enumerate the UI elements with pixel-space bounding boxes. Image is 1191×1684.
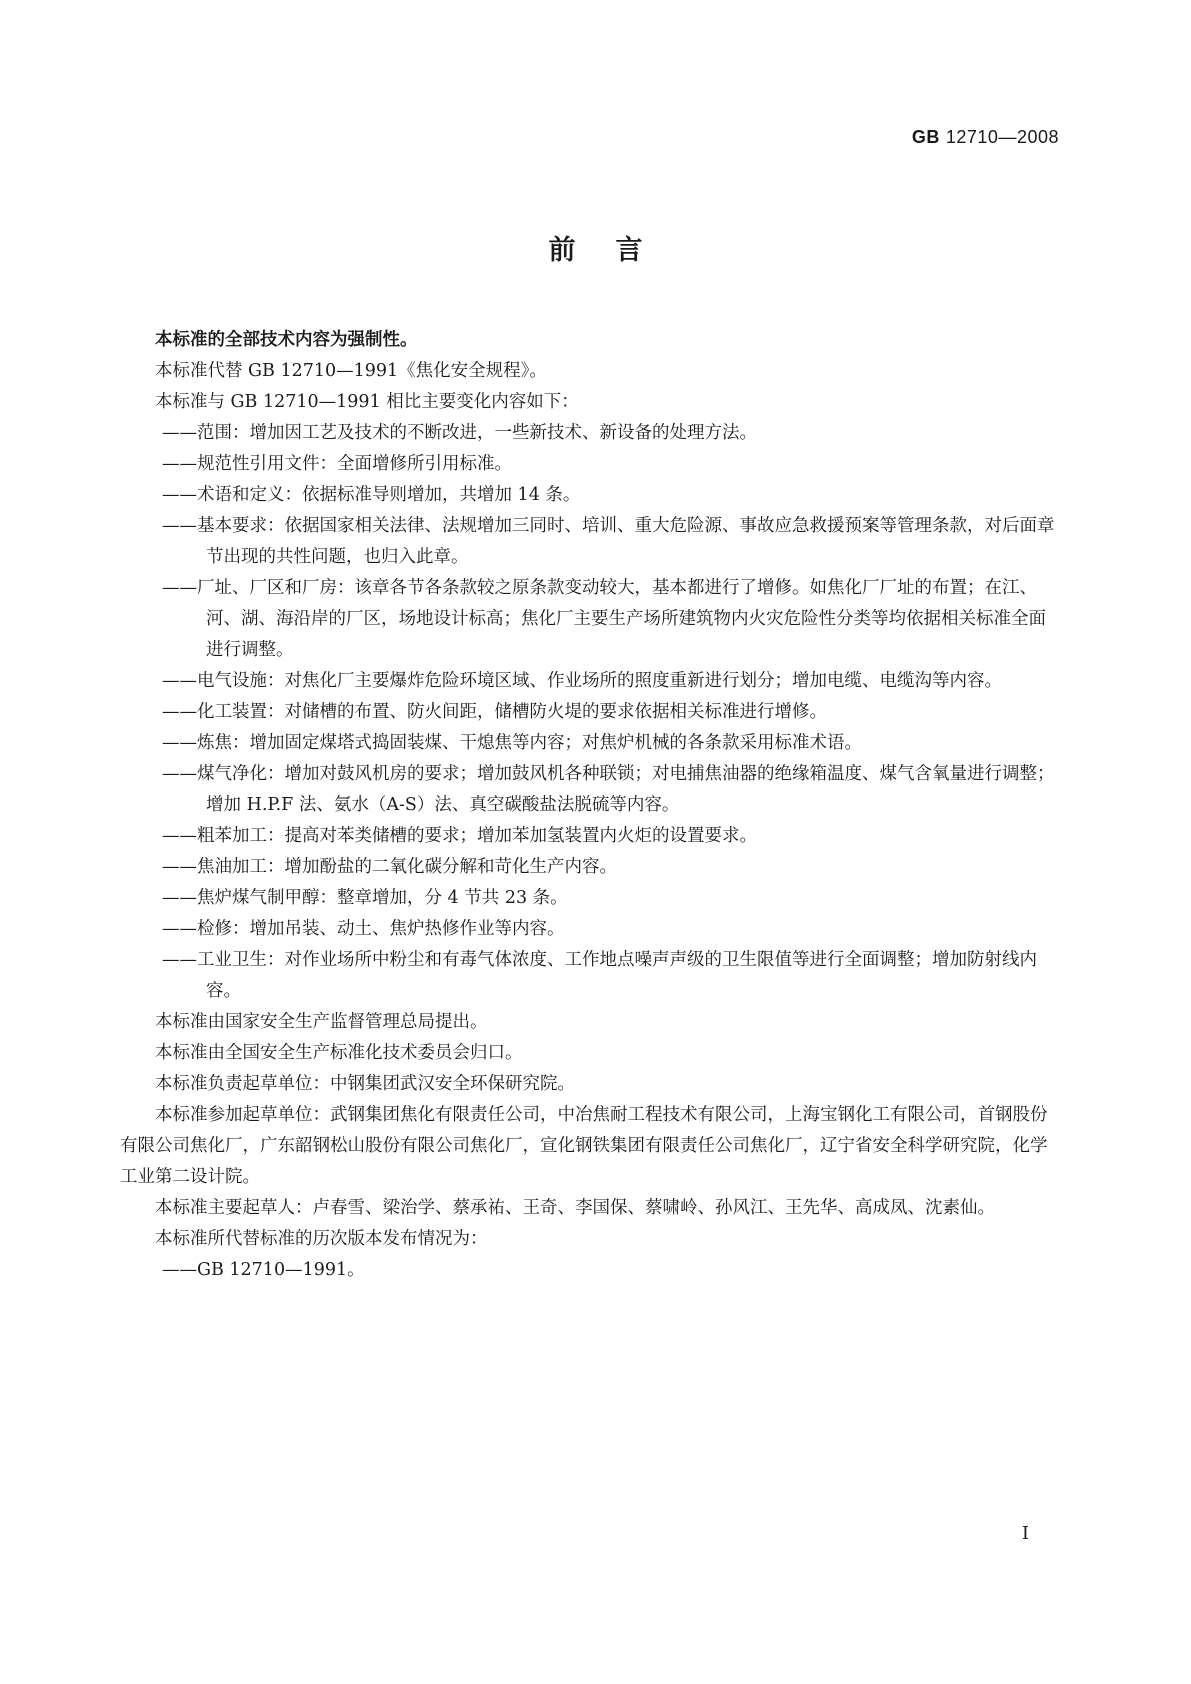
paragraph-main-drafters: 本标准主要起草人：卢春雪、梁治学、蔡承祐、王奇、李国保、蔡啸岭、孙风江、王先华、高成凤、沈素仙。 [155,1198,995,1218]
paragraph-changes-intro: 本标准与 GB 12710—1991 相比主要变化内容如下： [155,392,579,412]
change-item-gas-purification: ——煤气净化：增加对鼓风机房的要求；增加鼓风机各种联锁；对电捕焦油器的绝缘箱温度、煤气含氧量进行调整；增加 H.P.F 法、氨水（A-S）法、真空碳酸盐法脱硫等内容。 [162,764,1055,815]
mandatory-statement: 本标准的全部技术内容为强制性。 [155,330,418,350]
document-body [120,325,1058,1286]
change-item-hygiene: ——工业卫生：对作业场所中粉尘和有毒气体浓度、工作地点噪声声级的卫生限值等进行全面调整；增加防射线内容。 [162,950,1037,1001]
change-item-references: ——规范性引用文件：全面增修所引用标准。 [162,454,512,474]
paragraph-replaces: 本标准代替 GB 12710—1991《焦化安全规程》。 [155,361,547,381]
change-item-chemical-units: ——化工装置：对储槽的布置、防火间距，储槽防火堤的要求依据相关标准进行增修。 [162,702,827,722]
change-item-basic-requirements: ——基本要求：依据国家相关法律、法规增加三同时、培训、重大危险源、事故应急救援预案等管理条款，对后面章节出现的共性问题，也归入此章。 [162,516,1055,567]
standard-prefix: GB [911,127,940,147]
paragraph-history-intro: 本标准所代替标准的历次版本发布情况为： [155,1229,488,1249]
standard-number: 12710—2008 [945,127,1059,147]
change-item-scope: ——范围：增加因工艺及技术的不断改进，一些新技术、新设备的处理方法。 [162,423,757,443]
change-item-site-buildings: ——厂址、厂区和厂房：该章各节各条款较之原条款变动较大，基本都进行了增修。如焦化厂厂址的布置；在江、河、湖、海沿岸的厂区，场地设计标高；焦化厂主要生产场所建筑物内火灾危险性分类等均依据相关标准全面进行调整。 [162,578,1046,660]
paragraph-lead-drafter: 本标准负责起草单位：中钢集团武汉安全环保研究院。 [155,1074,575,1094]
history-item: ——GB 12710—1991。 [162,1260,365,1280]
change-item-tar: ——焦油加工：增加酚盐的二氧化碳分解和苛化生产内容。 [162,857,617,877]
paragraph-centralized-by: 本标准由全国安全生产标准化技术委员会归口。 [155,1043,523,1063]
change-item-electrical: ——电气设施：对焦化厂主要爆炸危险环境区域、作业场所的照度重新进行划分；增加电缆、电缆沟等内容。 [162,671,1002,691]
change-item-crude-benzene: ——粗苯加工：提高对苯类储槽的要求；增加苯加氢装置内火炬的设置要求。 [162,826,757,846]
change-item-terms: ——术语和定义：依据标准导则增加，共增加 14 条。 [162,485,581,505]
paragraph-participating-drafters: 本标准参加起草单位：武钢集团焦化有限责任公司，中冶焦耐工程技术有限公司，上海宝钢化工有限公司，首钢股份有限公司焦化厂，广东韶钢松山股份有限公司焦化厂，宣化钢铁集团有限责任公司焦化厂，辽宁省安全科学研究院，化学工业第二设计院。 [120,1105,1048,1187]
change-item-maintenance: ——检修：增加吊装、动土、焦炉热修作业等内容。 [162,919,565,939]
change-item-methanol: ——焦炉煤气制甲醇：整章增加，分 4 节共 23 条。 [162,888,568,908]
standard-code [912,127,1059,148]
paragraph-proposed-by: 本标准由国家安全生产监督管理总局提出。 [155,1012,488,1032]
page-title: 前言 [548,235,683,266]
page-number: I [1021,1523,1029,1544]
change-item-coking: ——炼焦：增加固定煤塔式捣固装煤、干熄焦等内容；对焦炉机械的各条款采用标准术语。 [162,733,862,753]
